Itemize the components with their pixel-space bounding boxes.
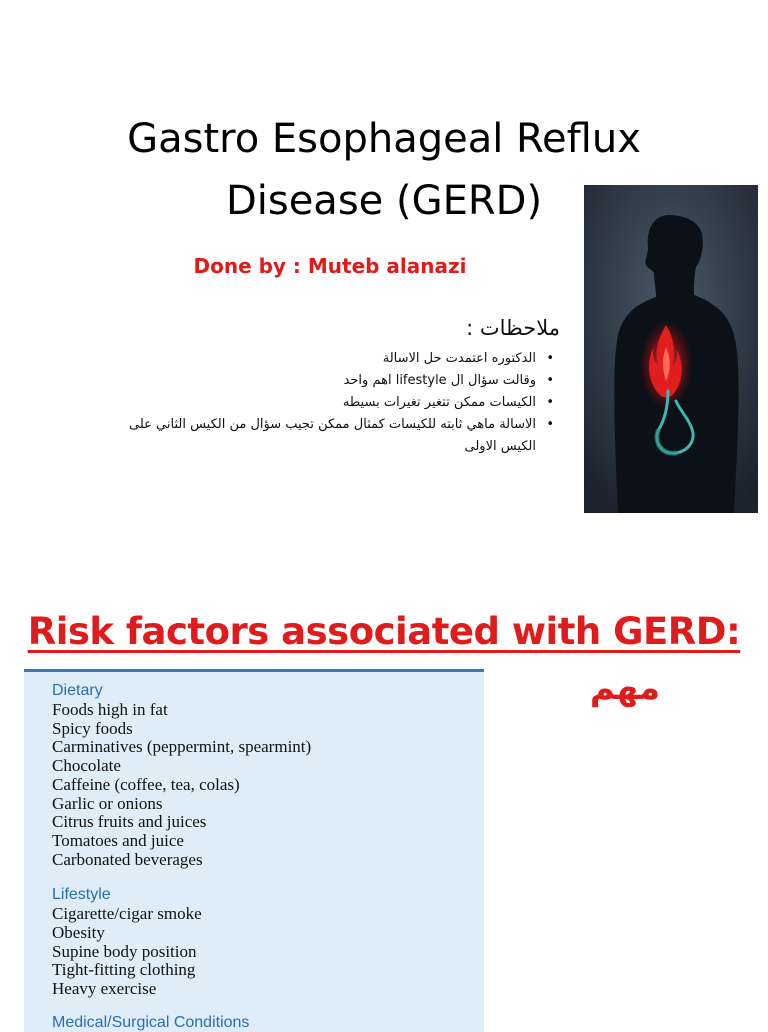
human-torso-stomach-reflux-icon <box>584 185 758 513</box>
bullet-icon: • <box>546 351 554 366</box>
notes-section <box>98 312 560 458</box>
list-item: Tomatoes and juice <box>52 830 184 850</box>
list-item: Spicy foods <box>52 718 133 738</box>
lifestyle-list <box>24 905 484 999</box>
section-heading: Lifestyle <box>52 886 111 904</box>
list-item: Citrus fruits and juices <box>52 812 207 832</box>
list-item: Foods high in fat <box>52 700 168 719</box>
title-line-2: Disease (GERD) <box>225 178 543 224</box>
list-item: Tight-fitting clothing <box>52 960 196 980</box>
author-credit: Done by : Muteb alanazi <box>193 254 467 278</box>
notes-heading: ملاحظات : <box>466 316 560 340</box>
list-item: Caffeine (coffee, tea, colas) <box>52 774 240 794</box>
section-heading: Medical/Surgical Conditions <box>52 1013 250 1031</box>
section-lifestyle <box>24 885 484 999</box>
notes-item-text: الاسالة ماهي ثابته للكيسات كمثال ممكن تجيب سؤال من الكيس الثاني على الكيس الاولى <box>129 417 536 454</box>
dietary-list <box>24 701 484 869</box>
list-item: Obesity <box>52 923 105 943</box>
list-item: Garlic or onions <box>52 793 163 813</box>
list-item: Supine body position <box>52 941 197 961</box>
section-medical-surgical <box>24 1013 484 1032</box>
notes-list <box>98 348 560 458</box>
notes-item <box>98 348 554 370</box>
notes-item-text: وقالت سؤال ال lifestyle اهم واحد <box>343 373 536 388</box>
reflux-fire <box>640 321 692 409</box>
notes-item <box>98 414 554 458</box>
list-item: Carbonated beverages <box>52 849 203 869</box>
section-heading: Dietary <box>52 682 103 699</box>
risk-factors-table <box>24 669 484 1032</box>
risk-factors-title: Risk factors associated with GERD: <box>27 610 741 653</box>
bullet-icon: • <box>546 373 554 388</box>
notes-item-text: الدكتوره اعتمدت حل الاسالة <box>382 351 536 366</box>
list-item: Carminatives (peppermint, spearmint) <box>52 737 312 757</box>
important-label: مهم <box>589 668 661 708</box>
list-item: Heavy exercise <box>52 979 157 999</box>
list-item: Chocolate <box>52 756 121 776</box>
bullet-icon: • <box>546 417 554 432</box>
notes-item <box>98 370 554 392</box>
title-line-1: Gastro Esophageal Reflux <box>127 116 641 162</box>
bullet-icon: • <box>546 395 554 410</box>
list-item: Cigarette/cigar smoke <box>52 904 202 924</box>
notes-item <box>98 392 554 414</box>
section-dietary <box>24 681 484 869</box>
notes-item-text: الكيسات ممكن تتغير تغيرات بسيطه <box>342 395 536 410</box>
